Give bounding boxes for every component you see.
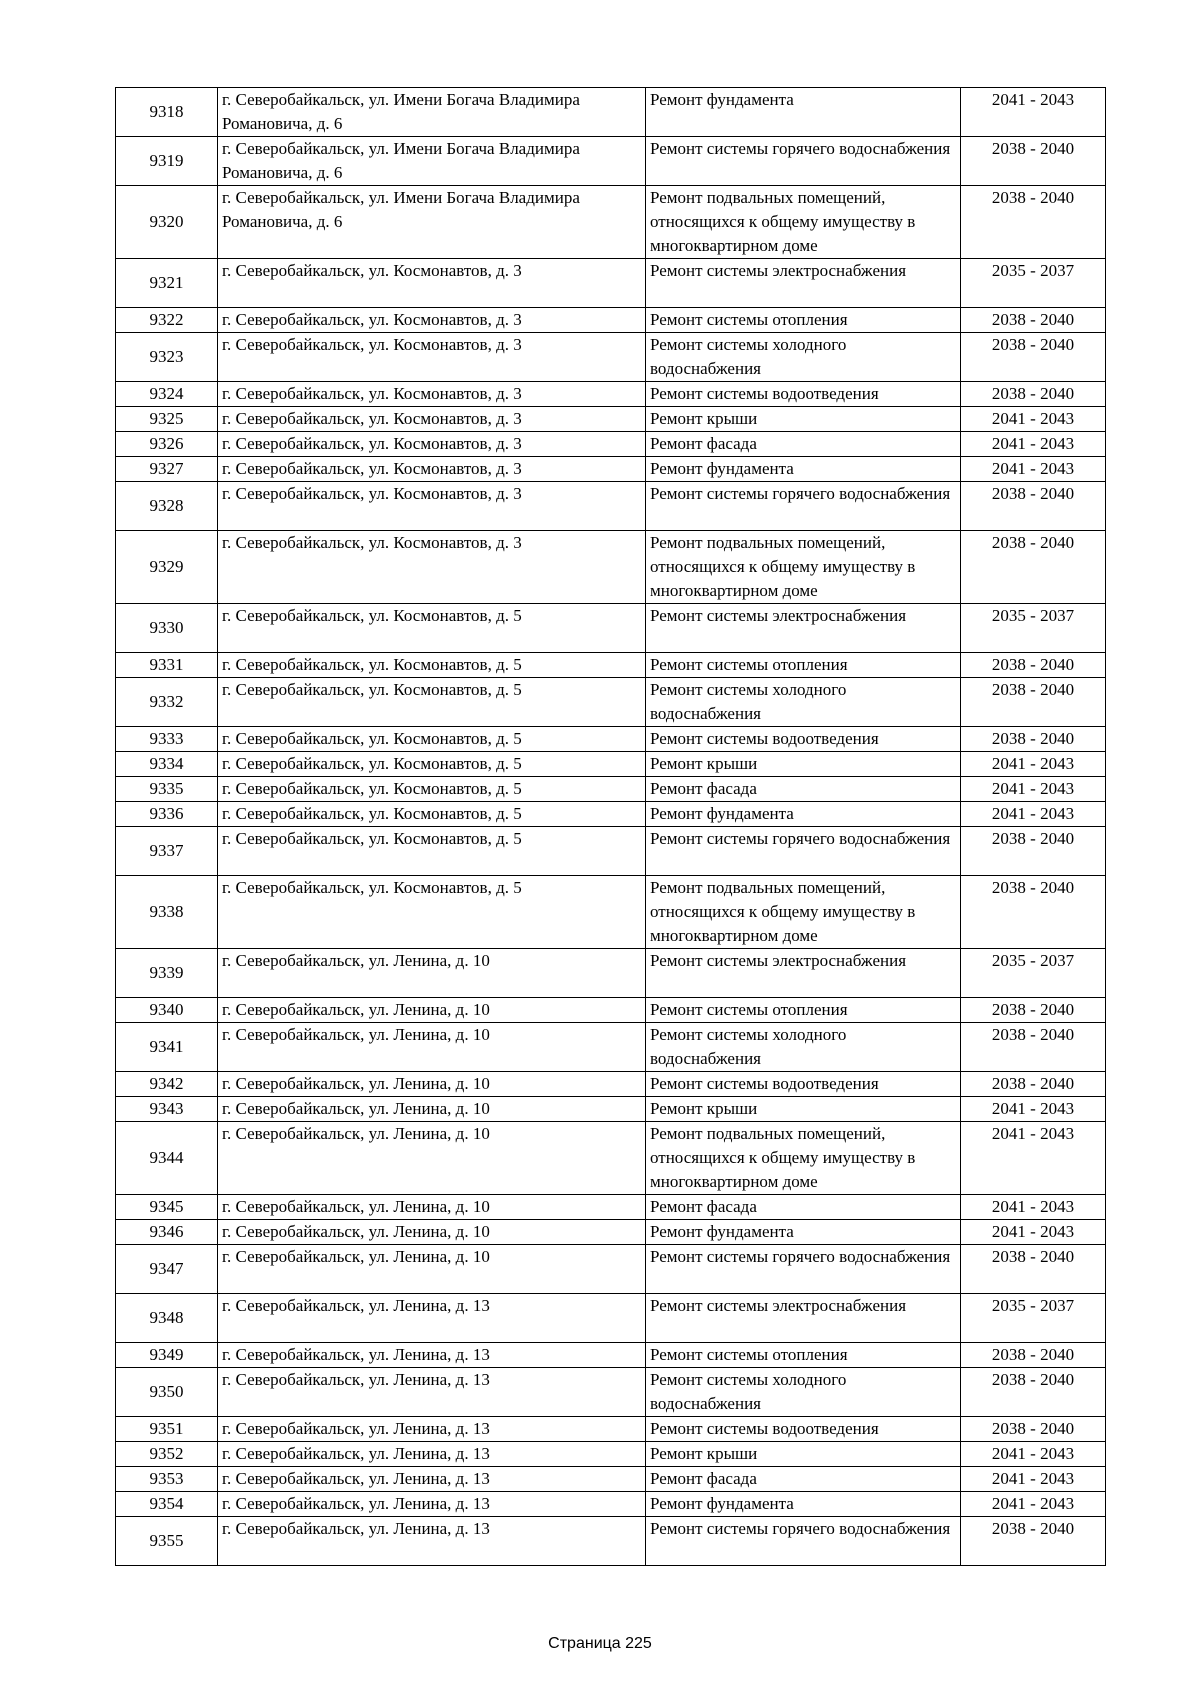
row-number-cell: 9349 [116, 1343, 218, 1368]
work-type-cell: Ремонт системы водоотведения [646, 1417, 961, 1442]
table-row [116, 1368, 1106, 1417]
address-cell: г. Северобайкальск, ул. Космонавтов, д. 5 [218, 653, 646, 678]
work-type-cell: Ремонт системы электроснабжения [646, 949, 961, 998]
address-cell: г. Северобайкальск, ул. Ленина, д. 13 [218, 1368, 646, 1417]
address-cell: г. Северобайкальск, ул. Ленина, д. 10 [218, 1195, 646, 1220]
period-cell: 2038 - 2040 [961, 531, 1106, 604]
work-type-cell: Ремонт фундамента [646, 1492, 961, 1517]
repair-schedule-table-container [115, 87, 1105, 1566]
address-cell: г. Северобайкальск, ул. Космонавтов, д. 3 [218, 382, 646, 407]
address-cell: г. Северобайкальск, ул. Космонавтов, д. 5 [218, 727, 646, 752]
table-row [116, 1517, 1106, 1566]
row-number-cell: 9336 [116, 802, 218, 827]
row-number-cell: 9333 [116, 727, 218, 752]
work-type-cell: Ремонт фасада [646, 777, 961, 802]
table-row [116, 1122, 1106, 1195]
work-type-cell: Ремонт системы горячего водоснабжения [646, 137, 961, 186]
address-cell: г. Северобайкальск, ул. Космонавтов, д. 5 [218, 752, 646, 777]
table-row [116, 137, 1106, 186]
table-row [116, 186, 1106, 259]
period-cell: 2038 - 2040 [961, 137, 1106, 186]
period-cell: 2041 - 2043 [961, 407, 1106, 432]
table-row [116, 876, 1106, 949]
period-cell: 2041 - 2043 [961, 88, 1106, 137]
work-type-cell: Ремонт системы электроснабжения [646, 604, 961, 653]
address-cell: г. Северобайкальск, ул. Космонавтов, д. 3 [218, 482, 646, 531]
table-row [116, 457, 1106, 482]
row-number-cell: 9332 [116, 678, 218, 727]
row-number-cell: 9326 [116, 432, 218, 457]
table-row [116, 482, 1106, 531]
period-cell: 2038 - 2040 [961, 382, 1106, 407]
period-cell: 2038 - 2040 [961, 308, 1106, 333]
address-cell: г. Северобайкальск, ул. Космонавтов, д. 5 [218, 604, 646, 653]
period-cell: 2035 - 2037 [961, 1294, 1106, 1343]
table-row [116, 407, 1106, 432]
work-type-cell: Ремонт фундамента [646, 457, 961, 482]
table-row [116, 88, 1106, 137]
table-body [116, 88, 1106, 1566]
work-type-cell: Ремонт системы холодного водоснабжения [646, 1368, 961, 1417]
address-cell: г. Северобайкальск, ул. Ленина, д. 10 [218, 998, 646, 1023]
repair-schedule-table [115, 87, 1106, 1566]
work-type-cell: Ремонт системы горячего водоснабжения [646, 1517, 961, 1566]
row-number-cell: 9335 [116, 777, 218, 802]
work-type-cell: Ремонт крыши [646, 752, 961, 777]
period-cell: 2035 - 2037 [961, 604, 1106, 653]
address-cell: г. Северобайкальск, ул. Имени Богача Владимира Романовича, д. 6 [218, 137, 646, 186]
row-number-cell: 9330 [116, 604, 218, 653]
table-row [116, 382, 1106, 407]
address-cell: г. Северобайкальск, ул. Ленина, д. 10 [218, 949, 646, 998]
work-type-cell: Ремонт системы горячего водоснабжения [646, 1245, 961, 1294]
period-cell: 2038 - 2040 [961, 1417, 1106, 1442]
table-row [116, 1294, 1106, 1343]
row-number-cell: 9320 [116, 186, 218, 259]
period-cell: 2038 - 2040 [961, 482, 1106, 531]
table-row [116, 1442, 1106, 1467]
work-type-cell: Ремонт фасада [646, 1467, 961, 1492]
table-row [116, 531, 1106, 604]
address-cell: г. Северобайкальск, ул. Космонавтов, д. 5 [218, 827, 646, 876]
table-row [116, 678, 1106, 727]
period-cell: 2038 - 2040 [961, 1023, 1106, 1072]
period-cell: 2035 - 2037 [961, 259, 1106, 308]
table-row [116, 827, 1106, 876]
period-cell: 2038 - 2040 [961, 653, 1106, 678]
row-number-cell: 9350 [116, 1368, 218, 1417]
row-number-cell: 9325 [116, 407, 218, 432]
row-number-cell: 9318 [116, 88, 218, 137]
address-cell: г. Северобайкальск, ул. Ленина, д. 13 [218, 1442, 646, 1467]
work-type-cell: Ремонт подвальных помещений, относящихся к общему имуществу в многоквартирном доме [646, 1122, 961, 1195]
table-row [116, 777, 1106, 802]
row-number-cell: 9321 [116, 259, 218, 308]
period-cell: 2041 - 2043 [961, 432, 1106, 457]
work-type-cell: Ремонт крыши [646, 1097, 961, 1122]
address-cell: г. Северобайкальск, ул. Космонавтов, д. 3 [218, 308, 646, 333]
period-cell: 2041 - 2043 [961, 1195, 1106, 1220]
row-number-cell: 9345 [116, 1195, 218, 1220]
row-number-cell: 9327 [116, 457, 218, 482]
work-type-cell: Ремонт фасада [646, 1195, 961, 1220]
period-cell: 2038 - 2040 [961, 998, 1106, 1023]
address-cell: г. Северобайкальск, ул. Ленина, д. 10 [218, 1220, 646, 1245]
work-type-cell: Ремонт системы отопления [646, 1343, 961, 1368]
table-row [116, 1417, 1106, 1442]
row-number-cell: 9351 [116, 1417, 218, 1442]
table-row [116, 1097, 1106, 1122]
address-cell: г. Северобайкальск, ул. Ленина, д. 10 [218, 1023, 646, 1072]
table-row [116, 653, 1106, 678]
table-row [116, 1072, 1106, 1097]
row-number-cell: 9338 [116, 876, 218, 949]
address-cell: г. Северобайкальск, ул. Космонавтов, д. 5 [218, 678, 646, 727]
period-cell: 2038 - 2040 [961, 1517, 1106, 1566]
period-cell: 2041 - 2043 [961, 752, 1106, 777]
address-cell: г. Северобайкальск, ул. Ленина, д. 13 [218, 1343, 646, 1368]
row-number-cell: 9339 [116, 949, 218, 998]
address-cell: г. Северобайкальск, ул. Ленина, д. 10 [218, 1097, 646, 1122]
work-type-cell: Ремонт системы отопления [646, 653, 961, 678]
work-type-cell: Ремонт фундамента [646, 1220, 961, 1245]
table-row [116, 1467, 1106, 1492]
table-row [116, 1195, 1106, 1220]
work-type-cell: Ремонт системы водоотведения [646, 727, 961, 752]
work-type-cell: Ремонт подвальных помещений, относящихся к общему имуществу в многоквартирном доме [646, 876, 961, 949]
period-cell: 2038 - 2040 [961, 1072, 1106, 1097]
period-cell: 2035 - 2037 [961, 949, 1106, 998]
table-row [116, 1245, 1106, 1294]
work-type-cell: Ремонт подвальных помещений, относящихся к общему имуществу в многоквартирном доме [646, 531, 961, 604]
work-type-cell: Ремонт системы холодного водоснабжения [646, 678, 961, 727]
period-cell: 2041 - 2043 [961, 802, 1106, 827]
row-number-cell: 9319 [116, 137, 218, 186]
address-cell: г. Северобайкальск, ул. Ленина, д. 10 [218, 1245, 646, 1294]
row-number-cell: 9355 [116, 1517, 218, 1566]
period-cell: 2041 - 2043 [961, 1467, 1106, 1492]
row-number-cell: 9348 [116, 1294, 218, 1343]
table-row [116, 1023, 1106, 1072]
table-row [116, 333, 1106, 382]
period-cell: 2038 - 2040 [961, 1343, 1106, 1368]
address-cell: г. Северобайкальск, ул. Космонавтов, д. 3 [218, 531, 646, 604]
period-cell: 2041 - 2043 [961, 1097, 1106, 1122]
address-cell: г. Северобайкальск, ул. Имени Богача Владимира Романовича, д. 6 [218, 88, 646, 137]
table-row [116, 727, 1106, 752]
work-type-cell: Ремонт подвальных помещений, относящихся к общему имуществу в многоквартирном доме [646, 186, 961, 259]
address-cell: г. Северобайкальск, ул. Ленина, д. 10 [218, 1122, 646, 1195]
address-cell: г. Северобайкальск, ул. Космонавтов, д. 3 [218, 432, 646, 457]
row-number-cell: 9323 [116, 333, 218, 382]
work-type-cell: Ремонт системы водоотведения [646, 382, 961, 407]
work-type-cell: Ремонт крыши [646, 407, 961, 432]
work-type-cell: Ремонт системы отопления [646, 308, 961, 333]
address-cell: г. Северобайкальск, ул. Космонавтов, д. 3 [218, 457, 646, 482]
work-type-cell: Ремонт системы холодного водоснабжения [646, 333, 961, 382]
row-number-cell: 9346 [116, 1220, 218, 1245]
period-cell: 2038 - 2040 [961, 727, 1106, 752]
work-type-cell: Ремонт фасада [646, 432, 961, 457]
row-number-cell: 9347 [116, 1245, 218, 1294]
period-cell: 2041 - 2043 [961, 1442, 1106, 1467]
address-cell: г. Северобайкальск, ул. Ленина, д. 13 [218, 1517, 646, 1566]
period-cell: 2038 - 2040 [961, 186, 1106, 259]
period-cell: 2038 - 2040 [961, 827, 1106, 876]
address-cell: г. Северобайкальск, ул. Ленина, д. 13 [218, 1417, 646, 1442]
row-number-cell: 9341 [116, 1023, 218, 1072]
address-cell: г. Северобайкальск, ул. Ленина, д. 10 [218, 1072, 646, 1097]
address-cell: г. Северобайкальск, ул. Ленина, д. 13 [218, 1492, 646, 1517]
work-type-cell: Ремонт системы электроснабжения [646, 259, 961, 308]
address-cell: г. Северобайкальск, ул. Космонавтов, д. 5 [218, 876, 646, 949]
table-row [116, 1492, 1106, 1517]
period-cell: 2038 - 2040 [961, 333, 1106, 382]
table-row [116, 752, 1106, 777]
address-cell: г. Северобайкальск, ул. Ленина, д. 13 [218, 1467, 646, 1492]
table-row [116, 308, 1106, 333]
work-type-cell: Ремонт крыши [646, 1442, 961, 1467]
table-row [116, 259, 1106, 308]
row-number-cell: 9337 [116, 827, 218, 876]
row-number-cell: 9328 [116, 482, 218, 531]
period-cell: 2038 - 2040 [961, 1245, 1106, 1294]
period-cell: 2041 - 2043 [961, 1122, 1106, 1195]
work-type-cell: Ремонт фундамента [646, 802, 961, 827]
work-type-cell: Ремонт системы электроснабжения [646, 1294, 961, 1343]
address-cell: г. Северобайкальск, ул. Имени Богача Владимира Романовича, д. 6 [218, 186, 646, 259]
work-type-cell: Ремонт системы горячего водоснабжения [646, 827, 961, 876]
work-type-cell: Ремонт системы холодного водоснабжения [646, 1023, 961, 1072]
row-number-cell: 9342 [116, 1072, 218, 1097]
page-number: Страница 225 [548, 1635, 652, 1652]
address-cell: г. Северобайкальск, ул. Космонавтов, д. 5 [218, 777, 646, 802]
period-cell: 2041 - 2043 [961, 1220, 1106, 1245]
address-cell: г. Северобайкальск, ул. Космонавтов, д. 3 [218, 333, 646, 382]
table-row [116, 604, 1106, 653]
period-cell: 2041 - 2043 [961, 457, 1106, 482]
work-type-cell: Ремонт системы горячего водоснабжения [646, 482, 961, 531]
row-number-cell: 9334 [116, 752, 218, 777]
address-cell: г. Северобайкальск, ул. Космонавтов, д. 5 [218, 802, 646, 827]
row-number-cell: 9344 [116, 1122, 218, 1195]
table-row [116, 998, 1106, 1023]
row-number-cell: 9324 [116, 382, 218, 407]
row-number-cell: 9322 [116, 308, 218, 333]
period-cell: 2041 - 2043 [961, 777, 1106, 802]
row-number-cell: 9352 [116, 1442, 218, 1467]
period-cell: 2041 - 2043 [961, 1492, 1106, 1517]
row-number-cell: 9340 [116, 998, 218, 1023]
address-cell: г. Северобайкальск, ул. Космонавтов, д. 3 [218, 407, 646, 432]
table-row [116, 802, 1106, 827]
row-number-cell: 9343 [116, 1097, 218, 1122]
table-row [116, 1343, 1106, 1368]
row-number-cell: 9353 [116, 1467, 218, 1492]
period-cell: 2038 - 2040 [961, 1368, 1106, 1417]
row-number-cell: 9354 [116, 1492, 218, 1517]
work-type-cell: Ремонт системы водоотведения [646, 1072, 961, 1097]
table-row [116, 949, 1106, 998]
address-cell: г. Северобайкальск, ул. Ленина, д. 13 [218, 1294, 646, 1343]
work-type-cell: Ремонт фундамента [646, 88, 961, 137]
table-row [116, 432, 1106, 457]
work-type-cell: Ремонт системы отопления [646, 998, 961, 1023]
row-number-cell: 9329 [116, 531, 218, 604]
period-cell: 2038 - 2040 [961, 678, 1106, 727]
period-cell: 2038 - 2040 [961, 876, 1106, 949]
table-row [116, 1220, 1106, 1245]
row-number-cell: 9331 [116, 653, 218, 678]
address-cell: г. Северобайкальск, ул. Космонавтов, д. 3 [218, 259, 646, 308]
